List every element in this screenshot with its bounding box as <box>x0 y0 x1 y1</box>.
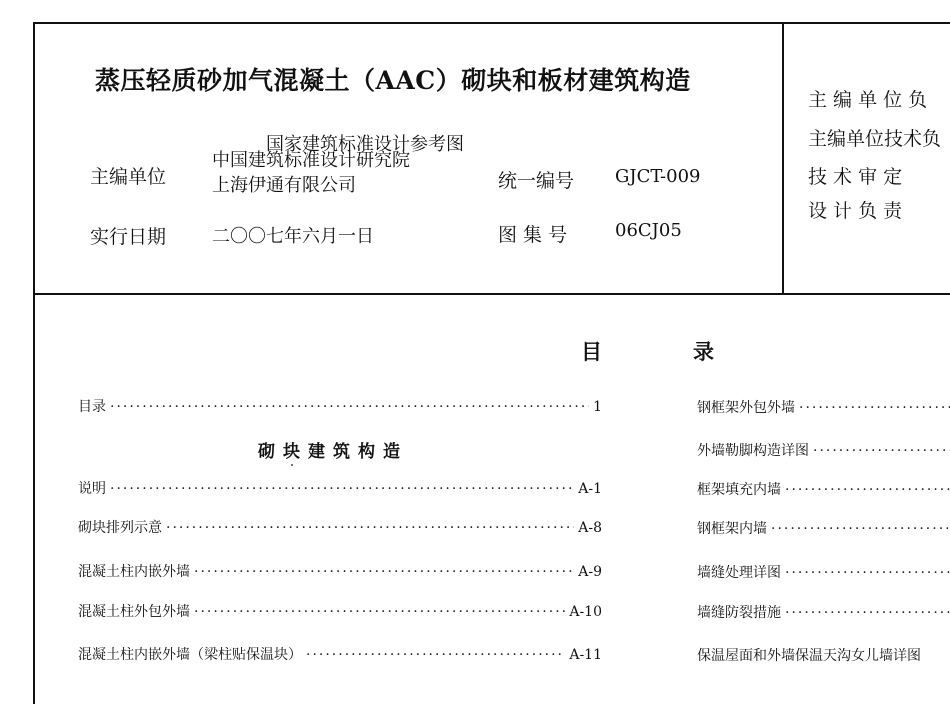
atlas-number-value: 06CJ05 <box>615 220 682 241</box>
toc-leader-dots <box>785 482 950 498</box>
toc-entry[interactable] <box>697 440 950 462</box>
toc-entry-title: 混凝土柱内嵌外墙 <box>78 564 190 580</box>
side-row-technical-head: 主编单位技术负 <box>808 128 942 150</box>
toc-entry[interactable] <box>78 561 602 583</box>
toc-entry[interactable] <box>78 396 602 418</box>
effective-date-value: 二〇〇七年六月一日 <box>212 226 374 247</box>
toc-entry-page: A-11 <box>569 647 602 663</box>
toc-entry[interactable] <box>697 645 950 667</box>
toc-entry-title: 钢框架外包外墙 <box>697 400 795 416</box>
atlas-number-label: 图 集 号 <box>498 224 568 246</box>
toc-entry[interactable] <box>697 479 950 501</box>
toc-leader-dots <box>194 604 565 620</box>
header-divider <box>33 293 950 295</box>
toc-entry-page: A-10 <box>569 604 602 620</box>
toc-entry[interactable] <box>697 518 950 540</box>
toc-entry-title: 保温屋面和外墙保温天沟女儿墙详图 <box>697 648 921 664</box>
toc-entry-page: A-1 <box>578 481 602 497</box>
unified-code-value: GJCT-009 <box>615 166 701 187</box>
unified-code-label: 统一编号 <box>498 170 575 192</box>
toc-leader-dots <box>306 647 565 663</box>
toc-leader-dots <box>785 605 950 621</box>
toc-leader-dots <box>110 481 574 497</box>
section-heading-block-construction: 砌块建筑构造 <box>258 442 408 462</box>
toc-entry-title: 框架填充内墙 <box>697 482 781 498</box>
effective-date-label: 实行日期 <box>90 226 167 248</box>
toc-leader-dots <box>110 399 589 415</box>
toc-entry-title: 墙缝防裂措施 <box>697 605 781 621</box>
editor-unit-label: 主编单位 <box>90 166 167 188</box>
toc-entry[interactable] <box>697 602 950 624</box>
document-subtitle: 国家建筑标准设计参考图 <box>266 134 464 155</box>
toc-entry-page: 1 <box>593 399 602 415</box>
toc-entry-title: 墙缝处理详图 <box>697 565 781 581</box>
side-row-editor-unit-head: 主 编 单 位 负 <box>808 89 928 111</box>
toc-entry-page: A-8 <box>578 520 602 536</box>
toc-entry[interactable] <box>78 478 602 500</box>
toc-entry-title: 外墙勒脚构造详图 <box>697 443 809 459</box>
toc-entry[interactable] <box>78 644 602 666</box>
toc-entry-title: 混凝土柱外包外墙 <box>78 604 190 620</box>
toc-entry[interactable] <box>697 562 950 584</box>
header-vertical-divider <box>782 22 784 294</box>
toc-entry-title: 钢框架内墙 <box>697 521 767 537</box>
toc-leader-dots <box>194 564 574 580</box>
toc-leader-dots <box>813 443 950 459</box>
toc-heading-left: 目 <box>581 339 602 364</box>
toc-heading-right: 录 <box>693 339 714 364</box>
toc-entry[interactable] <box>78 601 602 623</box>
side-row-design-lead: 设 计 负 责 <box>808 200 903 222</box>
toc-entry-title: 砌块排列示意 <box>78 520 162 536</box>
side-row-technical-review: 技 术 审 定 <box>808 166 903 188</box>
toc-entry[interactable] <box>697 397 950 419</box>
toc-leader-dots <box>166 520 574 536</box>
toc-leader-dots <box>771 521 950 537</box>
toc-entry-title: 说明 <box>78 481 106 497</box>
toc-entry-title: 混凝土柱内嵌外墙（梁柱贴保温块） <box>78 647 302 663</box>
toc-leader-dots <box>785 565 950 581</box>
toc-entry[interactable] <box>78 517 602 539</box>
editor-unit-line-2: 上海伊通有限公司 <box>212 175 356 196</box>
document-title: 蒸压轻质砂加气混凝土（AAC）砌块和板材建筑构造 <box>95 66 691 95</box>
toc-leader-dots <box>799 400 950 416</box>
decorative-dot <box>291 464 293 466</box>
editor-unit-line-1: 中国建筑标准设计研究院 <box>212 150 410 171</box>
toc-entry-page: A-9 <box>578 564 602 580</box>
toc-entry-title: 目录 <box>78 399 106 415</box>
